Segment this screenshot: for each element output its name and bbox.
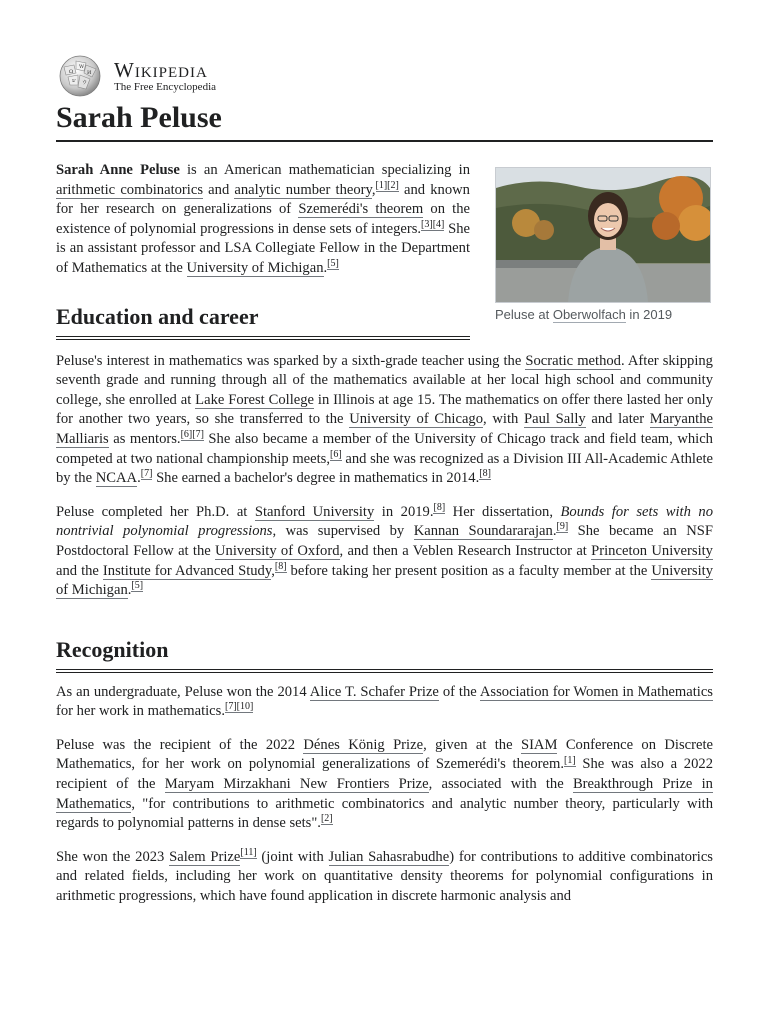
text: and (203, 181, 235, 198)
text: in 2019. (374, 503, 434, 520)
text: . (127, 582, 132, 599)
text: As an undergraduate, Peluse won the 2014 (56, 683, 310, 700)
education-paragraph-2 (56, 503, 713, 601)
education-body (56, 352, 713, 601)
text: She earned a bachelor's degree in mathematics in 2014. (152, 470, 480, 487)
link-ncaa[interactable]: NCAA (95, 470, 138, 487)
recognition-paragraph-2 (56, 736, 713, 834)
recognition-body (56, 683, 713, 907)
page-title: Sarah Peluse (56, 100, 713, 142)
wordmark-block[interactable] (114, 59, 216, 93)
link-stanford-university[interactable]: Stanford University (254, 503, 375, 520)
text: She became an NSF Postdoctoral Fellow at the (56, 523, 713, 559)
text: and the (56, 562, 103, 579)
link-university-of-chicago[interactable]: University of Chicago (349, 411, 484, 428)
subject-name: Sarah Anne Peluse (56, 162, 180, 178)
section-recognition (56, 637, 713, 673)
link-university-of-michigan-2[interactable]: University of Michigan (56, 562, 714, 599)
dissertation-title: Bounds for sets with no nontrivial polynomial progressions (56, 503, 714, 540)
text: , with (483, 411, 525, 428)
link-socratic-method[interactable]: Socratic method (525, 352, 621, 369)
photo-caption (495, 307, 709, 323)
text: , (271, 562, 275, 579)
link-university-of-michigan[interactable]: University of Michigan (186, 259, 324, 276)
citation[interactable]: [8] (479, 468, 491, 480)
svg-text:И: И (87, 70, 92, 76)
citation[interactable]: [1][2] (375, 179, 399, 191)
text: as mentors. (108, 430, 181, 447)
text: ) for contributions to additive combinatorics and related fields, including her work on quantitative density theorems for polynomial configurations in arithmetic progressions, which have found application in discrete harmonic analysis and (56, 848, 713, 905)
citation[interactable]: [9] (556, 521, 569, 533)
tagline: The Free Encyclopedia (114, 81, 217, 93)
lead-paragraph (56, 161, 470, 279)
text: She is an assistant professor and LSA Collegiate Fellow in the Department of Mathematics at the (56, 220, 470, 276)
text: , (371, 181, 376, 198)
svg-text:ש: ש (72, 78, 76, 84)
text: Conference on Discrete Mathematics, for her work on polynomial generalizations of Szemerédi's theorem. (56, 736, 714, 773)
text: , and then a Veblen Research Instructor at (339, 542, 592, 559)
link-lake-forest-college[interactable]: Lake Forest College (195, 391, 315, 408)
text: Her dissertation, (445, 503, 561, 520)
site-header (56, 54, 713, 98)
link-denes-konig-prize[interactable]: Dénes König Prize (303, 736, 424, 753)
link-university-of-oxford[interactable]: University of Oxford (215, 542, 340, 559)
text: Peluse was the recipient of the 2022 (56, 736, 304, 753)
recognition-paragraph-1 (56, 683, 713, 722)
svg-text:ウ: ウ (82, 80, 88, 86)
link-mirzakhani-new-frontiers-prize[interactable]: Maryam Mirzakhani New Frontiers Prize (164, 776, 429, 793)
text: , "for contributions to arithmetic combinatorics and analytic number theory, particularly with regards to polynomial patterns in dense sets". (56, 795, 713, 832)
text: and known for her research on generalizations of (56, 181, 470, 218)
text: . After skipping seventh grade and running through all of the mathematics available at her local high school and community college, she enrolled at (56, 352, 713, 408)
article-page (56, 54, 713, 907)
education-paragraph-1 (56, 352, 713, 489)
svg-text:W: W (79, 64, 85, 70)
text: , associated with the (428, 776, 573, 793)
portrait-photo[interactable] (495, 167, 711, 303)
link-alice-schafer-prize[interactable]: Alice T. Schafer Prize (309, 683, 439, 700)
text: She won the 2023 (56, 848, 170, 865)
text: in 2019 (625, 307, 673, 322)
link-arithmetic-combinatorics[interactable]: arithmetic combinatorics (56, 181, 203, 198)
citation[interactable]: [8] (433, 501, 446, 513)
text: and she was recognized as a Division III All-Academic Athlete by the (56, 450, 713, 487)
text: She was also a 2022 recipient of the (56, 756, 713, 793)
section-education (56, 304, 470, 340)
link-association-for-women-in-mathematics[interactable]: Association for Women in Mathematics (479, 683, 713, 700)
text: , was supervised by (272, 523, 414, 540)
link-julian-sahasrabudhe[interactable]: Julian Sahasrabudhe (328, 848, 450, 865)
citation[interactable]: [3][4] (421, 218, 445, 230)
text: for her work in mathematics. (56, 703, 225, 720)
citation[interactable]: [5] (327, 258, 339, 270)
text: . (137, 470, 141, 487)
link-institute-for-advanced-study[interactable]: Institute for Advanced Study (102, 562, 272, 579)
text: is an American mathematician specializing in (179, 162, 470, 178)
svg-text:Ω: Ω (69, 69, 74, 75)
link-kannan-soundararajan[interactable]: Kannan Soundararajan (413, 523, 553, 540)
link-siam[interactable]: SIAM (520, 736, 558, 753)
citation[interactable]: [6] (330, 448, 342, 460)
link-salem-prize[interactable]: Salem Prize (169, 848, 241, 865)
link-breakthrough-prize-in-mathematics[interactable]: Breakthrough Prize in Mathematics (56, 776, 713, 812)
citation[interactable]: [11] (240, 846, 257, 858)
citation[interactable]: [7][10] (225, 701, 254, 713)
text: . (552, 523, 557, 540)
link-princeton-university[interactable]: Princeton University (591, 542, 713, 559)
section-heading-education: Education and career (56, 304, 470, 340)
text: and later (585, 411, 650, 428)
citation[interactable]: [2] (320, 813, 333, 825)
text: , given at the (423, 736, 521, 753)
link-szemeredi-theorem[interactable]: Szemerédi's theorem (298, 201, 424, 218)
text: Peluse's interest in mathematics was sparked by a sixth-grade teacher using the (56, 352, 526, 369)
link-analytic-number-theory[interactable]: analytic number theory (234, 181, 372, 198)
citation[interactable]: [7] (140, 468, 153, 480)
text: (joint with (256, 848, 329, 865)
text: Peluse at (495, 307, 553, 322)
wordmark: Wikipedia (114, 58, 208, 82)
link-oberwolfach[interactable]: Oberwolfach (552, 307, 626, 322)
text: She also became a member of the University of Chicago track and field team, which competed at two national championship meets, (56, 430, 713, 467)
text: on the existence of polynomial progressions in dense sets of integers. (56, 201, 470, 237)
citation[interactable]: [5] (131, 580, 144, 592)
text: in Illinois at age 15. The mathematics on offer there lasted her only for another two years, so she transferred to the (56, 391, 714, 428)
text: Peluse completed her Ph.D. at (56, 503, 255, 520)
wikipedia-globe-logo-icon[interactable] (56, 55, 104, 97)
citation[interactable]: [6][7] (180, 429, 204, 441)
infobox (495, 167, 709, 323)
text: . (323, 259, 328, 276)
recognition-paragraph-3 (56, 848, 713, 907)
citation[interactable]: [1] (564, 754, 576, 766)
citation[interactable]: [8] (274, 560, 287, 572)
text: of the (438, 683, 480, 700)
section-heading-recognition: Recognition (56, 637, 713, 673)
link-maryanthe-malliaris[interactable]: Maryanthe Malliaris (56, 411, 714, 447)
text: before taking her present position as a faculty member at the (286, 562, 652, 579)
link-paul-sally[interactable]: Paul Sally (524, 411, 586, 428)
